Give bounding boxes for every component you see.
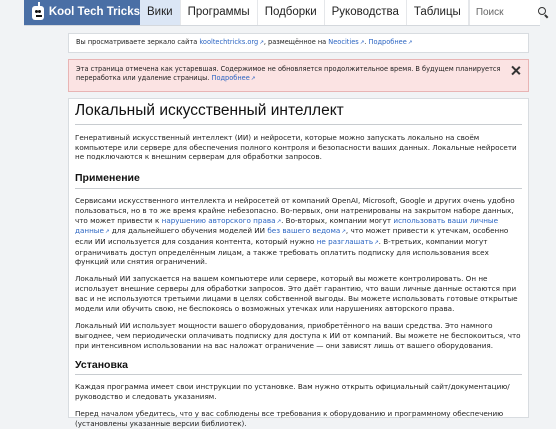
external-link-icon: ↗ <box>407 40 413 46</box>
robot-icon <box>32 6 44 20</box>
install-paragraph-2: Перед началом убедитесь, что у вас соблюдены все требования к оборудованию и программному обеспечению (установлены указанные версии библиотек). <box>75 409 504 429</box>
personal-data-link[interactable]: использовать ваши личные данные <box>75 215 499 236</box>
article <box>68 98 529 429</box>
intro-paragraph: Генеративный искусственный интеллект (ИИ) и нейросети, которые можно запускать локально на своём компьютере или сервере для обеспечения полного контроля и безопасности ваших данных. Локальные нейросети не подключаются к внешним серверам для обработки запросов. <box>75 132 517 162</box>
neocities-link[interactable]: Neocities <box>328 38 359 46</box>
main-nav <box>140 0 469 25</box>
search-box <box>469 0 556 25</box>
section-heading-install: Установка <box>75 358 522 375</box>
close-icon[interactable] <box>511 66 520 75</box>
nav-item-tables[interactable]: Таблицы <box>407 0 469 25</box>
outdated-notice-text: Эта страница отмечена как устаревшая. Содержимое не обновляется продолжительное время. В будущем планируется переработка или удаление страницы. <box>76 65 501 83</box>
external-link-icon: ↗ <box>250 76 256 83</box>
site-header <box>24 0 540 26</box>
external-link-icon: ↗ <box>259 40 264 46</box>
outdated-notice <box>68 59 529 92</box>
mirror-notice-text: . <box>364 38 369 46</box>
usage-paragraph-2: Локальный ИИ запускается на вашем компьютере или сервере, который вы можете контролировать. Он не использует внешние серверы для обработки запросов. Это даёт гарантию, что ваши личные данные остаются при вас и не используются третьими лицами в целях собственной выгоды. Вы можете использовать готовые открытые модели или обучить свою, не беспокоясь о возможных утечках или нарушениях авторского права. <box>75 274 518 314</box>
non-disclosure-link[interactable]: не разглашать <box>316 236 374 246</box>
nav-item-collections[interactable]: Подборки <box>258 0 325 25</box>
brand-logo[interactable] <box>24 0 140 25</box>
search-icon[interactable] <box>538 7 550 19</box>
page-title: Локальный искусственный интеллект <box>75 102 522 125</box>
mirror-notice-text: , размещённое на <box>263 38 329 46</box>
external-link-icon: ↗ <box>374 239 379 246</box>
external-link-icon: ↗ <box>276 218 282 225</box>
outdated-more-link[interactable]: Подробнее <box>211 74 250 83</box>
copyright-link[interactable]: нарушению авторского права <box>161 215 276 225</box>
install-paragraph-1: Каждая программа имеет свои инструкции по установке. Вам нужно открыть официальный сайт/документацию/руководство и следовать указаниям. <box>75 382 510 402</box>
nav-item-guides[interactable]: Руководства <box>325 0 407 25</box>
section-heading-usage: Применение <box>75 171 522 188</box>
mirror-notice <box>68 33 529 53</box>
external-link-icon: ↗ <box>104 229 110 236</box>
nav-item-wiki[interactable]: Вики <box>140 0 181 25</box>
mirror-notice-text: Вы просматриваете зеркало сайта <box>76 38 200 46</box>
usage-paragraph-3: Локальный ИИ использует мощности вашего оборудования, приобретённого на ваши средства. Это намного выгоднее, чем периодически оплачивать подписку для доступа к ИИ от компаний. Вы можете не беспокоиться, что при интенсивном использовании на вас наложат ограничение — они зависят лишь от вашего оборудования. <box>75 321 521 350</box>
external-link-icon: ↗ <box>341 229 346 236</box>
mirror-more-link[interactable]: Подробнее <box>368 38 407 46</box>
search-input[interactable] <box>476 7 538 18</box>
without-consent-link[interactable]: без вашего ведома <box>267 226 341 236</box>
external-link-icon: ↗ <box>359 40 365 46</box>
nav-item-programs[interactable]: Программы <box>181 0 258 25</box>
usage-paragraph-1: Сервисами искусственного интеллекта и нейросетей от компаний OpenAI, Microsoft, Google и других очень удобно пользоваться, но в то же время крайне небезопасно. Во-первых, они натренированы на закрытом наборе данных, что может привести к нарушению авторского права↗. Во-вторых, компании могут использовать ваши личные данные↗ для дальнейшего обучения моделей ИИ без вашего ведома↗, что может привести к утечкам, особенно если ИИ используется для создания контента, который нужно не разглашать↗. В-третьих, компании могут ограничивать доступ определённым лицам, а также требовать оплатить подписку для использования всех функций или снятия ограничений. <box>75 195 515 267</box>
brand-name[interactable]: Kool Tech Tricks <box>48 5 140 18</box>
kooltechtricks-link[interactable]: kooltechtricks.org <box>199 38 259 46</box>
